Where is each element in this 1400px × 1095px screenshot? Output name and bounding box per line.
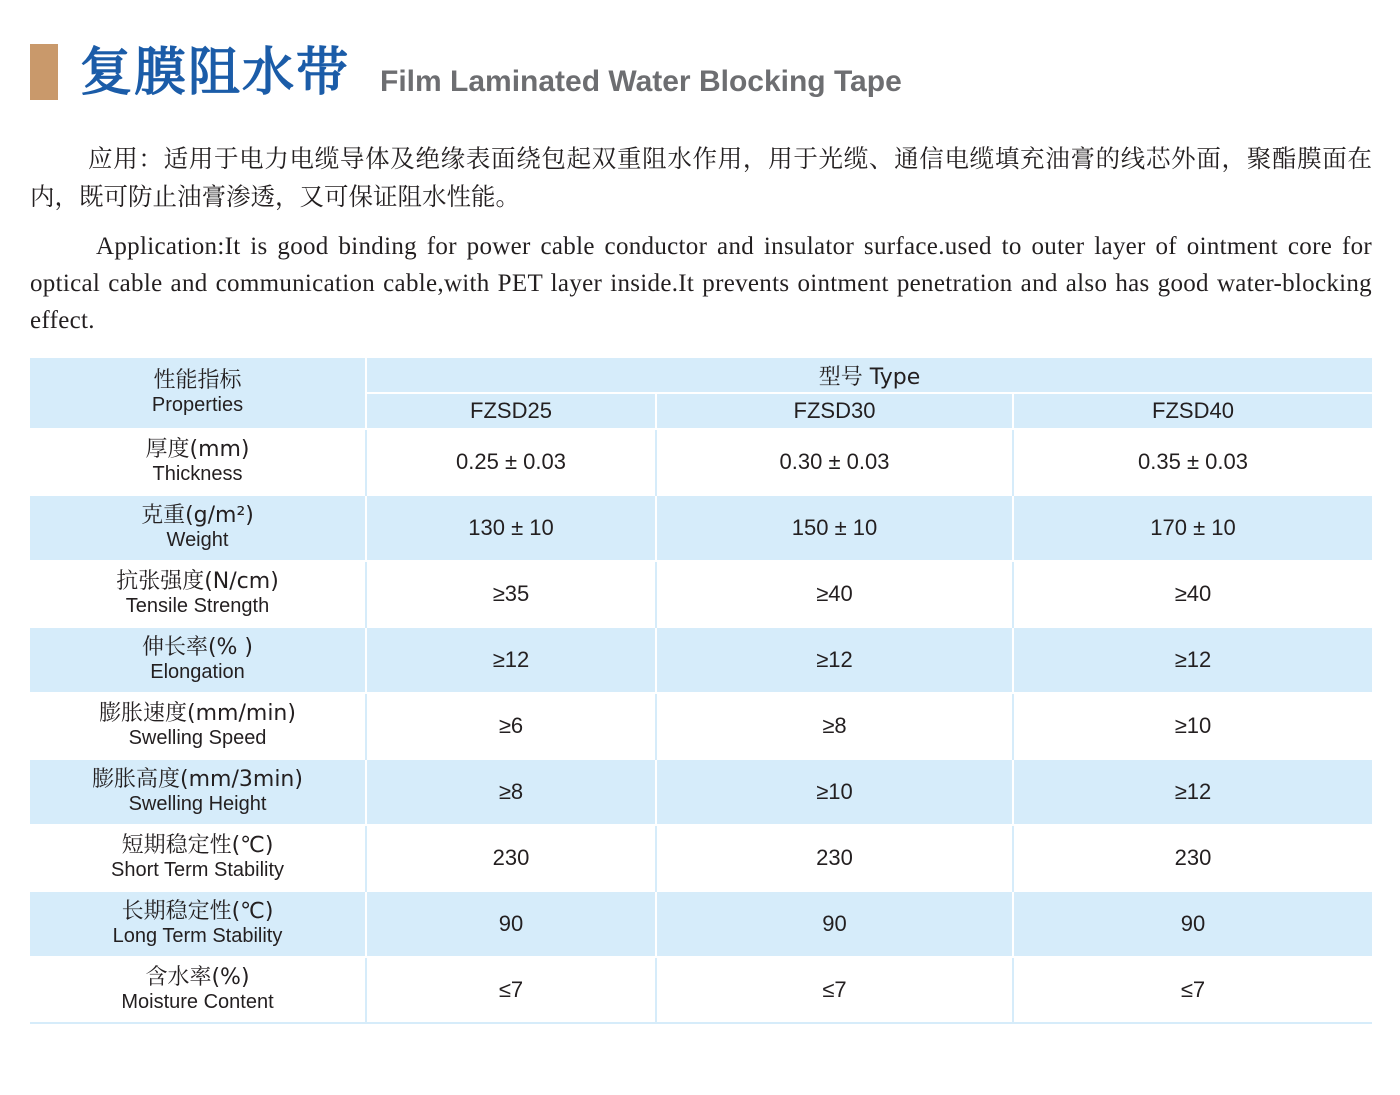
model-header-cell: FZSD40 <box>1013 393 1372 429</box>
property-name-en: Weight <box>166 529 229 551</box>
property-name-cell <box>30 693 366 759</box>
value-cell: ≥8 <box>366 759 656 825</box>
table-row <box>30 759 1372 825</box>
model-header-cell: FZSD25 <box>366 393 656 429</box>
value-cell: 90 <box>656 891 1013 957</box>
property-name-cn: 长期稳定性(℃) <box>121 899 274 924</box>
table-row <box>30 495 1372 561</box>
value-cell: ≥12 <box>1013 759 1372 825</box>
property-name-cn: 短期稳定性(℃) <box>121 833 274 858</box>
value-cell: ≥10 <box>656 759 1013 825</box>
value-cell: 90 <box>366 891 656 957</box>
property-name-en: Long Term Stability <box>112 925 283 947</box>
value-cell: 170 ± 10 <box>1013 495 1372 561</box>
title-accent-bar <box>30 44 58 100</box>
type-header: 型号 Type <box>818 364 921 390</box>
property-name-cell <box>30 627 366 693</box>
table-row <box>30 561 1372 627</box>
property-name-en: Elongation <box>150 661 245 683</box>
properties-header-en: Properties <box>151 394 244 416</box>
table-row <box>30 825 1372 891</box>
value-cell: 230 <box>366 825 656 891</box>
property-name-en: Thickness <box>152 463 243 485</box>
property-name-cn: 膨胀高度(mm/3min) <box>92 767 303 792</box>
table-row <box>30 891 1372 957</box>
property-name-en: Swelling Height <box>128 793 267 815</box>
property-name-cell <box>30 759 366 825</box>
property-name-cell <box>30 561 366 627</box>
value-cell: ≥12 <box>1013 627 1372 693</box>
value-cell: 90 <box>1013 891 1372 957</box>
intro-paragraph-cn: 应用：适用于电力电缆导体及绝缘表面绕包起双重阻水作用，用于光缆、通信电缆填充油膏的线芯外面，聚酯膜面在内，既可防止油膏渗透，又可保证阻水性能。 <box>30 144 1372 211</box>
value-cell: ≥10 <box>1013 693 1372 759</box>
property-name-cell <box>30 891 366 957</box>
spec-table <box>30 358 1372 1024</box>
table-row <box>30 429 1372 495</box>
value-cell: 0.30 ± 0.03 <box>656 429 1013 495</box>
property-name-cell <box>30 825 366 891</box>
property-name-cn: 厚度(mm) <box>145 437 250 462</box>
property-name-en: Tensile Strength <box>125 595 270 617</box>
table-row <box>30 693 1372 759</box>
value-cell: ≥6 <box>366 693 656 759</box>
property-name-en: Short Term Stability <box>110 859 285 881</box>
intro-paragraph-en: Application:It is good binding for power cable conductor and insulator surface.used to outer layer of ointment core for optical cable and communication cable,with PET layer inside.It prevents ointment penetration and also has good water-blocking effect. <box>30 233 1372 334</box>
property-name-cn: 膨胀速度(mm/min) <box>99 701 296 726</box>
value-cell: ≤7 <box>366 957 656 1023</box>
value-cell: ≥35 <box>366 561 656 627</box>
property-name-en: Moisture Content <box>121 991 274 1013</box>
value-cell: 0.35 ± 0.03 <box>1013 429 1372 495</box>
value-cell: 0.25 ± 0.03 <box>366 429 656 495</box>
value-cell: 130 ± 10 <box>366 495 656 561</box>
table-row <box>30 627 1372 693</box>
property-name-cell <box>30 495 366 561</box>
property-name-cn: 克重(g/m²) <box>141 503 254 528</box>
property-name-cn: 伸长率(% ) <box>141 635 254 660</box>
properties-header-cn: 性能指标 <box>153 368 242 393</box>
value-cell: 230 <box>656 825 1013 891</box>
property-name-en: Swelling Speed <box>128 727 267 749</box>
value-cell: ≥12 <box>366 627 656 693</box>
type-header-cell <box>366 358 1372 393</box>
page-title-cn: 复膜阻水带 <box>80 43 351 103</box>
property-name-cn: 含水率(%) <box>145 965 250 990</box>
value-cell: ≥40 <box>1013 561 1372 627</box>
model-header-cell: FZSD30 <box>656 393 1013 429</box>
value-cell: ≥8 <box>656 693 1013 759</box>
value-cell: ≤7 <box>656 957 1013 1023</box>
property-name-cn: 抗张强度(N/cm) <box>116 569 279 594</box>
value-cell: 150 ± 10 <box>656 495 1013 561</box>
page-title-en: Film Laminated Water Blocking Tape <box>380 65 902 98</box>
value-cell: ≥12 <box>656 627 1013 693</box>
property-name-cell <box>30 429 366 495</box>
table-header-row <box>30 358 1372 393</box>
value-cell: ≥40 <box>656 561 1013 627</box>
property-name-cell <box>30 957 366 1023</box>
properties-header-cell <box>30 358 366 429</box>
table-row <box>30 957 1372 1023</box>
value-cell: 230 <box>1013 825 1372 891</box>
value-cell: ≤7 <box>1013 957 1372 1023</box>
